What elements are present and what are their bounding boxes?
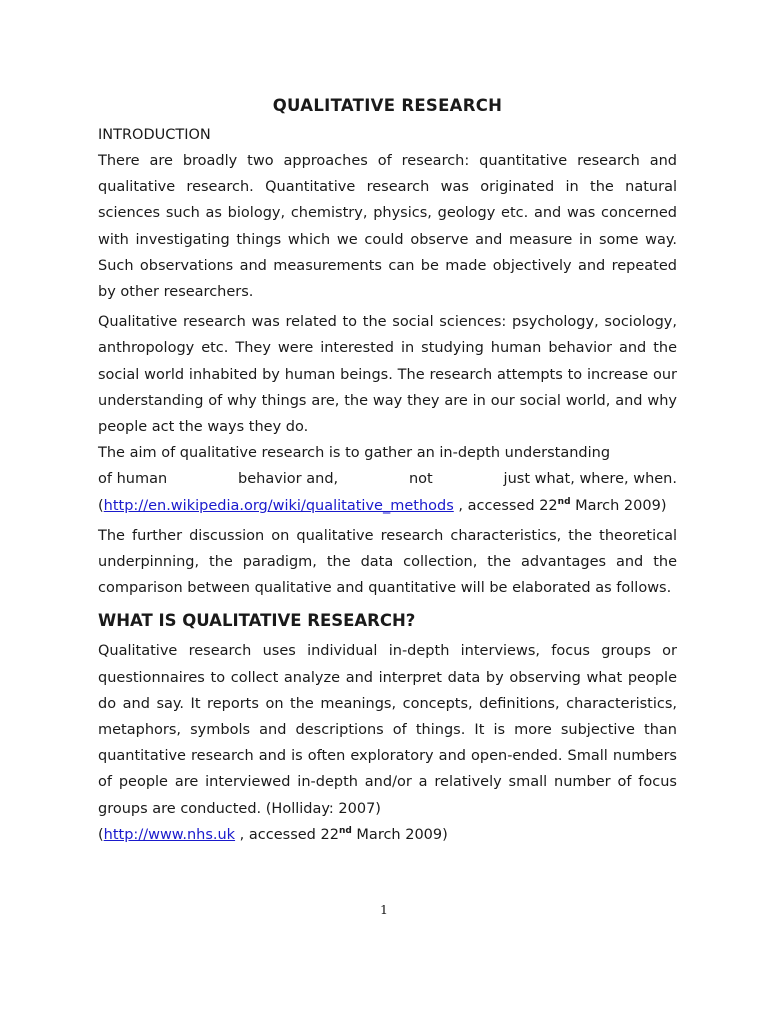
spread-word-4: just what, where, when. [503,471,677,488]
spread-word-2: behavior and, [238,471,339,488]
citation-open: ( [98,497,104,514]
citation-accessed: , accessed 22 [453,497,558,514]
introduction-paragraph-2: Qualitative research was related to the social sciences: psychology, sociology, anthropology etc. They were interested in studying human behavior and the social world inhabited by human beings. The research attempts to increase our understanding of why things are, the way they are in our social world, and why people act the ways they do. [98,314,677,436]
paragraph-3-spread-line [98,466,677,492]
citation-date: March 2009) [570,497,667,514]
paragraph-3-line-1: The aim of qualitative research is to gather an in-depth understanding [98,445,611,462]
nhs-link[interactable]: http://www.nhs.uk [103,826,236,843]
introduction-heading: INTRODUCTION [98,127,211,143]
document-title: QUALITATIVE RESEARCH [272,96,503,115]
spread-word-1: of human [98,471,168,488]
introduction-paragraph-1: There are broadly two approaches of research: quantitative research and qualitative research. Quantitative research was originated in the natural sciences such as biology, chemistry, physics, geology etc. and was concerned with investigating things which we could observe and measure in some way. Such observations and measurements can be made objectively and repeated by other researchers. [98,153,677,301]
nhs-citation-superscript: nd [338,826,352,837]
page-number: 1 [380,902,388,917]
section-paragraph-1: Qualitative research uses individual in-depth interviews, focus groups or questionnaires to collect analyze and interpret data by observing what people do and say. It reports on the meanings, concepts, definitions, characteristics, metaphors, symbols and descriptions of things. It is more subjective than quantitative research and is often exploratory and open-ended. Small numbers of people are interviewed in-depth and/or a relatively small number of focus groups are conducted. (Holliday: 2007) [98,643,677,817]
citation-superscript: nd [557,496,571,507]
wikipedia-link[interactable]: http://en.wikipedia.org/wiki/qualitative_methods [103,497,454,514]
document-page [98,94,677,852]
nhs-citation-accessed: , accessed 22 [235,826,339,843]
spread-word-3: not [408,471,433,488]
introduction-paragraph-3 [98,440,677,519]
section-citation [98,822,677,848]
paragraph-3-citation [98,493,677,519]
nhs-citation-date: March 2009) [351,826,448,843]
introduction-paragraph-4: The further discussion on qualitative research characteristics, the theoretical underpinning, the paradigm, the data collection, the advantages and the comparison between qualitative and quantitative will be elaborated as follows. [98,527,677,597]
section-heading-what-is: WHAT IS QUALITATIVE RESEARCH? [98,611,416,631]
nhs-citation-open: ( [98,826,104,843]
